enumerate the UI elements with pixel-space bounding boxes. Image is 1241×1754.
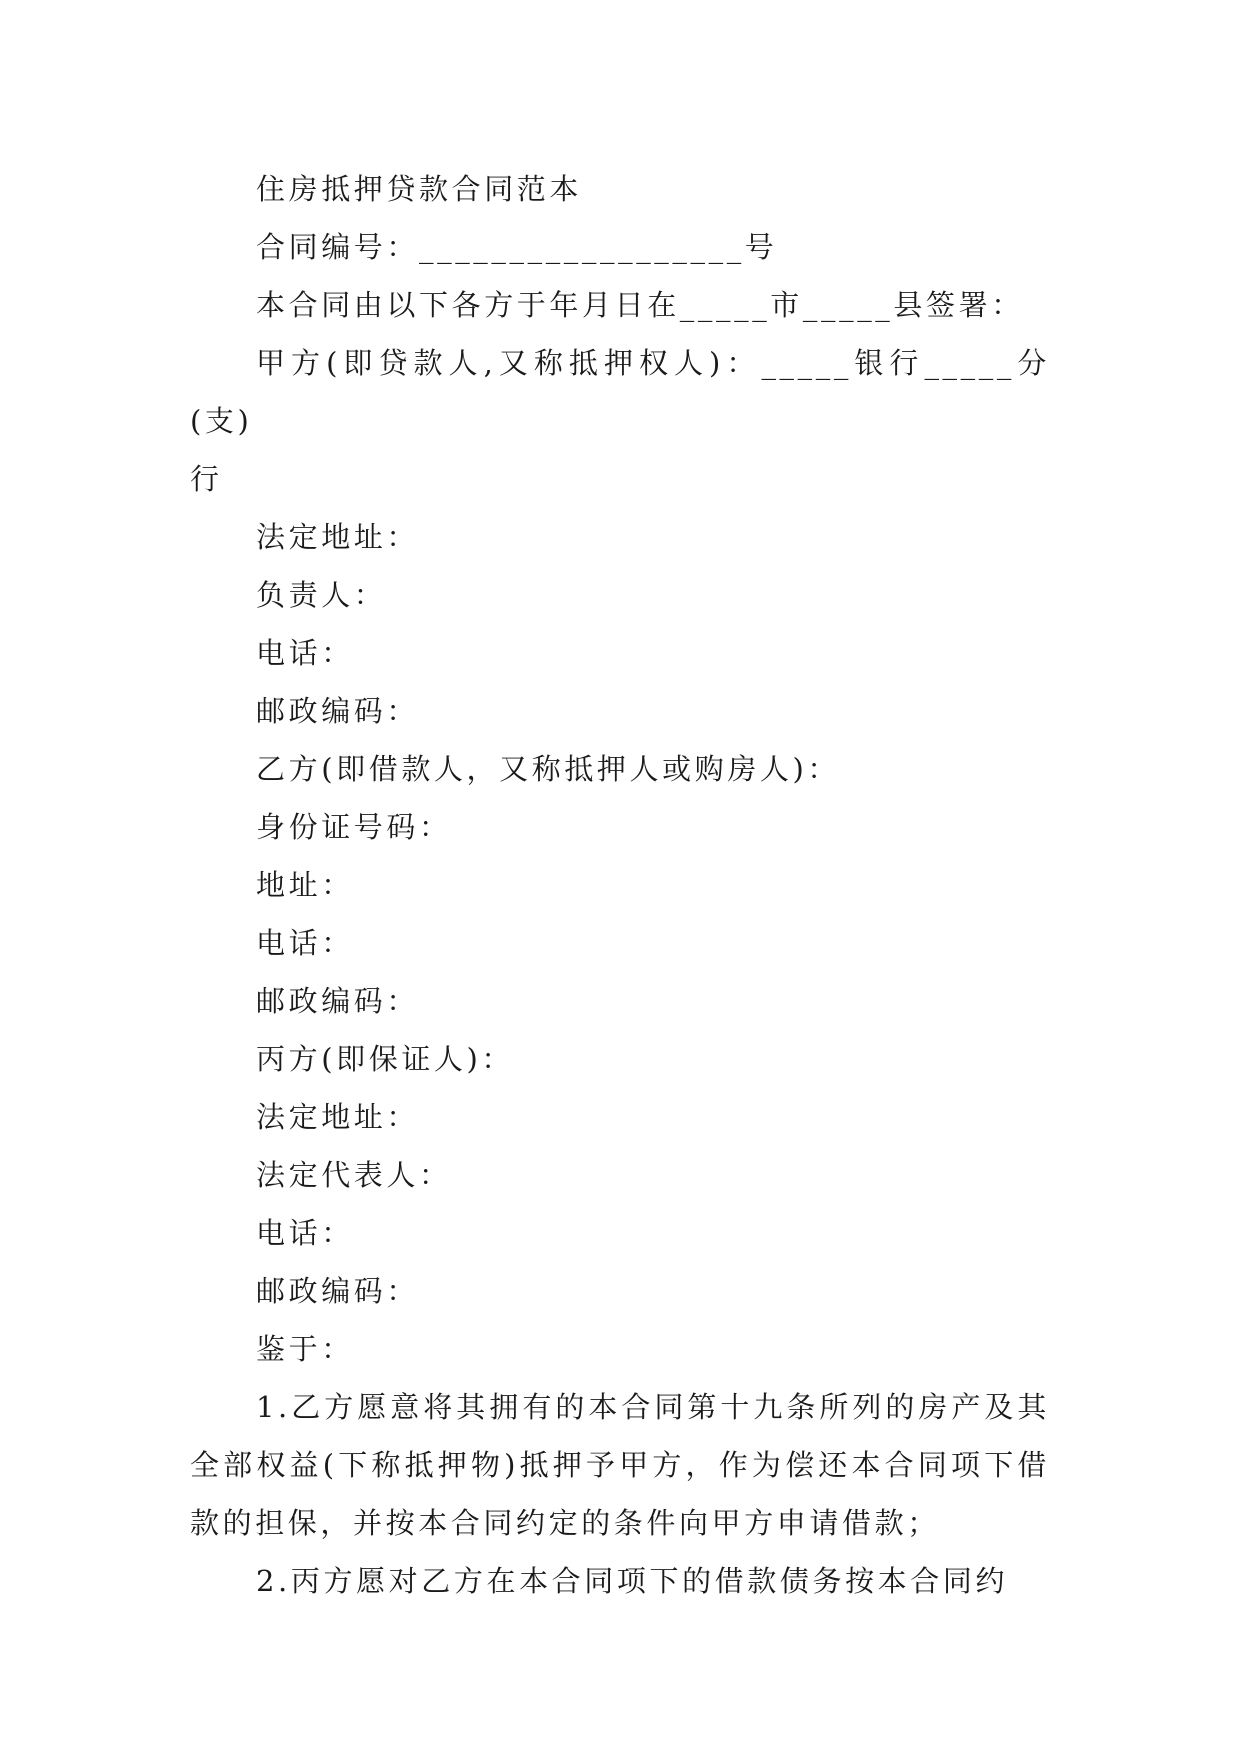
document-title: 住房抵押贷款合同范本 — [256, 172, 583, 206]
party-a-line: 甲方(即贷款人,又称抵押权人)：_____银行_____分(支) — [190, 346, 1050, 438]
party-a-phone: 电话： — [256, 636, 354, 670]
document-body — [190, 160, 1050, 1610]
clause-2: 2.丙方愿对乙方在本合同项下的借款债务按本合同约 — [256, 1564, 1009, 1598]
party-c-phone: 电话： — [256, 1216, 354, 1250]
party-a-postcode: 邮政编码： — [256, 694, 420, 728]
whereas-heading: 鉴于： — [256, 1332, 354, 1366]
party-b-address: 地址： — [256, 868, 354, 902]
party-c-address: 法定地址： — [256, 1100, 420, 1134]
party-b-line: 乙方(即借款人，又称抵押人或购房人)： — [256, 752, 841, 786]
party-b-postcode: 邮政编码： — [256, 984, 420, 1018]
contract-number-line: 合同编号：__________________号 — [256, 230, 778, 264]
clause-1: 1.乙方愿意将其拥有的本合同第十九条所列的房产及其全部权益(下称抵押物)抵押予甲方，作为偿还本合同项下借款的担保，并按本合同约定的条件向甲方申请借款； — [190, 1390, 1050, 1540]
party-b-phone: 电话： — [256, 926, 354, 960]
party-c-postcode: 邮政编码： — [256, 1274, 420, 1308]
party-a-responsible-person: 负责人： — [256, 578, 387, 612]
party-b-id-number: 身份证号码： — [256, 810, 452, 844]
signing-line: 本合同由以下各方于年月日在_____市_____县签署： — [256, 288, 1024, 322]
party-a-address: 法定地址： — [256, 520, 420, 554]
party-a-line-continued: 行 — [190, 462, 223, 496]
party-c-legal-representative: 法定代表人： — [256, 1158, 452, 1192]
party-c-line: 丙方(即保证人)： — [256, 1042, 515, 1076]
